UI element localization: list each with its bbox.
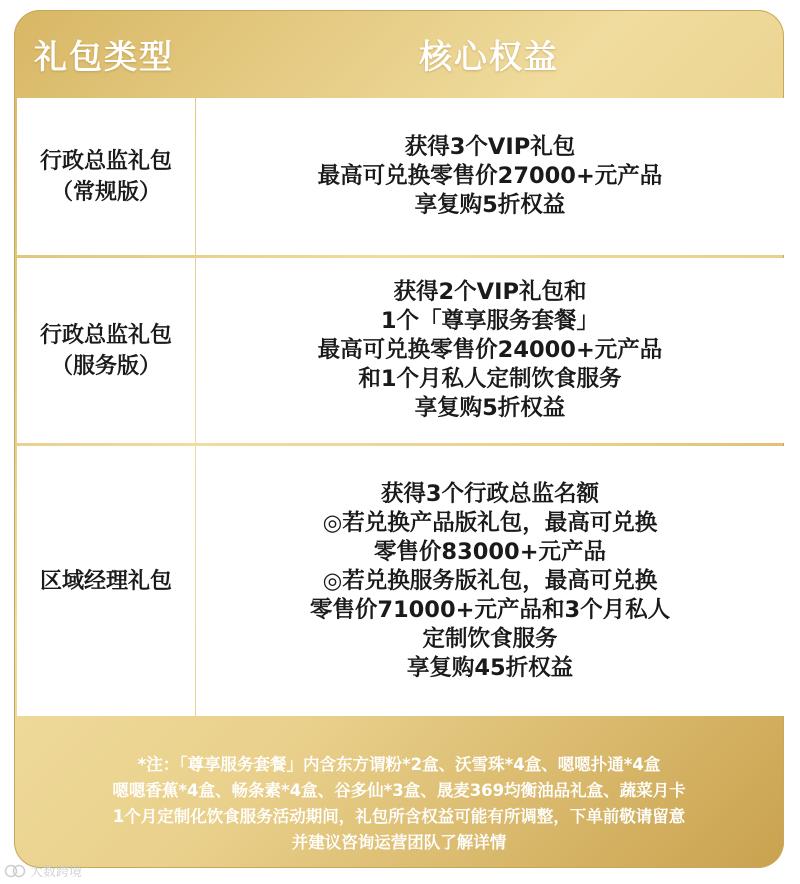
row-1-type-cell bbox=[17, 98, 195, 255]
header-gift-type: 礼包类型 bbox=[34, 36, 174, 76]
row-3-benefit-line-7: 享复购45折权益 bbox=[406, 654, 574, 681]
row-3-benefit-line-2: ◎若兑换产品版礼包，最高可兑换 bbox=[322, 509, 658, 536]
row-2-benefit-line-1: 获得2个VIP礼包和 bbox=[393, 279, 587, 305]
row-3-benefit-line-1: 获得3个行政总监名额 bbox=[380, 480, 600, 507]
row-2-type-line-2: （服务版） bbox=[50, 353, 161, 379]
watermark-text: 大数跨境 bbox=[30, 865, 83, 880]
row-1-type-line-1: 行政总监礼包 bbox=[39, 148, 172, 174]
footnote-line-3: 1个月定制化饮食服务活动期间，礼包所含权益可能有所调整，下单前敬请留意 bbox=[112, 807, 686, 826]
row-2-benefit-line-4: 和1个月私人定制饮食服务 bbox=[358, 366, 622, 392]
footnote-line-2: 嗯嗯香蕉*4盒、畅条素*4盒、谷多仙*3盒、晟麦369均衡油品礼盒、蔬菜月卡 bbox=[112, 781, 686, 800]
row-2-benefit-line-3: 最高可兑换零售价24000+元产品 bbox=[317, 337, 663, 363]
watermark bbox=[4, 861, 82, 880]
row-2-type-line-1: 行政总监礼包 bbox=[39, 322, 172, 348]
footnote-line-1: *注：「尊享服务套餐」内含东方谓粉*2盒、沃雪珠*4盒、嗯嗯扑通*4盒 bbox=[137, 755, 661, 774]
row-3-benefit-line-3: 零售价83000+元产品 bbox=[373, 538, 607, 565]
header-core-benefits: 核心权益 bbox=[419, 36, 559, 76]
row-1-benefit-cell bbox=[196, 98, 784, 255]
row-2-benefit-line-2: 1个「尊享服务套餐」 bbox=[380, 308, 600, 334]
row-3-type-cell bbox=[17, 446, 195, 716]
row-3-type-line-1: 区域经理礼包 bbox=[39, 568, 172, 594]
row-2-benefit-line-5: 享复购5折权益 bbox=[414, 395, 566, 421]
row-1-benefit-line-3: 享复购5折权益 bbox=[414, 192, 566, 218]
row-2-type-cell bbox=[17, 258, 195, 443]
row-2-benefit-cell bbox=[196, 258, 784, 443]
gift-pack-table-card bbox=[14, 10, 784, 868]
row-3-benefit-line-5: 零售价71000+元产品和3个月私人 bbox=[309, 596, 671, 623]
row-1-type-line-2: （常规版） bbox=[50, 179, 161, 205]
row-3-benefit-line-6: 定制饮食服务 bbox=[422, 625, 558, 652]
row-3-benefit-line-4: ◎若兑换服务版礼包，最高可兑换 bbox=[322, 567, 658, 594]
row-1-benefit-line-1: 获得3个VIP礼包 bbox=[404, 134, 576, 160]
row-1-benefit-line-2: 最高可兑换零售价27000+元产品 bbox=[317, 163, 663, 189]
row-3-benefit-cell bbox=[196, 446, 784, 716]
speech-bubble-logo-icon bbox=[4, 864, 26, 878]
footnote-line-4: 并建议咨询运营团队了解详情 bbox=[291, 833, 507, 852]
footnote bbox=[14, 740, 784, 868]
